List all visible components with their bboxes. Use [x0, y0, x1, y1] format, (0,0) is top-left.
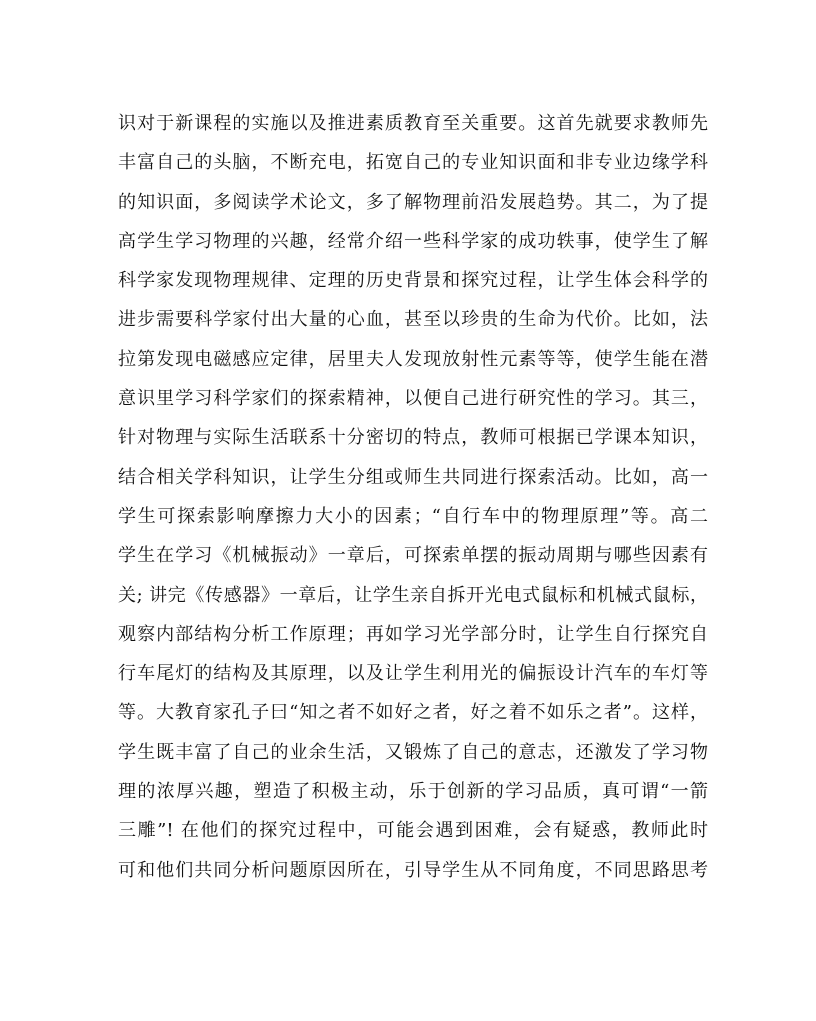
text-line: 理的浓厚兴趣，塑造了积极主动，乐于创新的学习品质，真可谓“一箭 [118, 781, 708, 803]
text-line: 学生既丰富了自己的业余生活，又锻炼了自己的意志，还激发了学习物 [118, 741, 708, 763]
text-line: 结合相关学科知识，让学生分组或师生共同进行探索活动。比如，高一 [118, 466, 708, 488]
text-line: 拉第发现电磁感应定律，居里夫人发现放射性元素等等，使学生能在潜 [118, 348, 708, 370]
text-line: 高学生学习物理的兴趣，经常介绍一些科学家的成功轶事，使学生了解 [118, 230, 708, 252]
text-line: 关; 讲完《传感器》一章后，让学生亲自拆开光电式鼠标和机械式鼠标， [118, 584, 708, 606]
text-line: 行车尾灯的结构及其原理，以及让学生利用光的偏振设计汽车的车灯等 [118, 663, 708, 685]
text-line: 的知识面，多阅读学术论文，多了解物理前沿发展趋势。其二，为了提 [118, 191, 708, 213]
text-line: 丰富自己的头脑，不断充电，拓宽自己的专业知识面和非专业边缘学科 [118, 152, 708, 174]
text-line: 针对物理与实际生活联系十分密切的特点，教师可根据已学课本知识， [118, 427, 708, 449]
body-paragraph [118, 104, 708, 890]
text-line: 观察内部结构分析工作原理；再如学习光学部分时，让学生自行探究自 [118, 623, 708, 645]
text-line: 意识里学习科学家们的探索精神，以便自己进行研究性的学习。其三， [118, 388, 708, 410]
text-line: 等。大教育家孔子曰“知之者不如好之者，好之着不如乐之者”。这样， [118, 702, 708, 724]
text-line: 科学家发现物理规律、定理的历史背景和探究过程，让学生体会科学的 [118, 270, 708, 292]
text-line: 三雕”! 在他们的探究过程中，可能会遇到困难，会有疑惑，教师此时 [118, 820, 708, 842]
text-line: 学生可探索影响摩擦力大小的因素；“自行车中的物理原理”等。高二 [118, 505, 708, 527]
text-line: 进步需要科学家付出大量的心血，甚至以珍贵的生命为代价。比如，法 [118, 309, 708, 331]
text-line: 识对于新课程的实施以及推进素质教育至关重要。这首先就要求教师先 [118, 113, 708, 134]
text-line: 学生在学习《机械振动》一章后，可探索单摆的振动周期与哪些因素有 [118, 545, 708, 567]
text-line: 可和他们共同分析问题原因所在，引导学生从不同角度，不同思路思考 [118, 859, 708, 881]
